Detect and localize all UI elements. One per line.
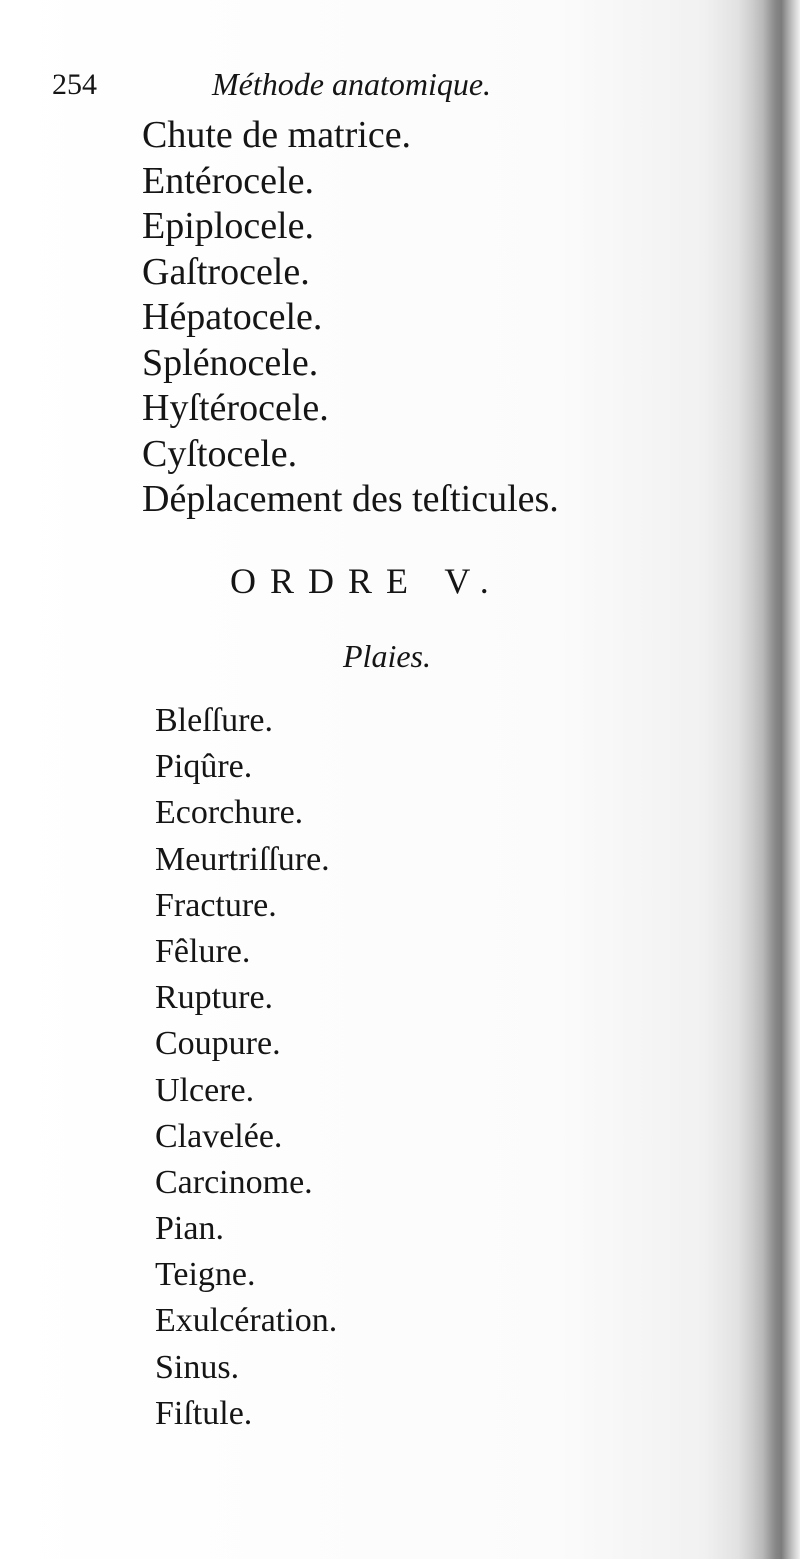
- list-item: Fracture.: [155, 886, 277, 924]
- list-item: Coupure.: [155, 1025, 281, 1063]
- list-item: Pian.: [155, 1210, 224, 1248]
- list-item: Teigne.: [155, 1256, 256, 1294]
- list-item: Splénocele.: [142, 341, 319, 384]
- list-item: Gaſtrocele.: [142, 250, 310, 293]
- list-item: Clavelée.: [155, 1117, 283, 1155]
- hernia-list: [142, 116, 559, 526]
- list-item: Epiplocele.: [142, 205, 314, 247]
- page-number: 254: [52, 68, 97, 101]
- page-header: [52, 62, 612, 110]
- book-spine-shadow: [738, 0, 800, 1559]
- list-item: Ulcere.: [155, 1071, 255, 1109]
- list-item: Meurtriſſure.: [155, 840, 330, 878]
- running-title: Méthode anatomique.: [212, 66, 492, 102]
- wounds-list: [155, 704, 337, 1443]
- list-item: Exulcération.: [155, 1302, 338, 1340]
- order-heading: ORDRE V.: [230, 561, 503, 601]
- list-item: Cyſtocele.: [142, 432, 298, 475]
- list-item: Déplacement des teſticules.: [142, 478, 559, 520]
- list-item: Entérocele.: [142, 159, 314, 202]
- list-item: Sinus.: [155, 1348, 240, 1386]
- list-item: Bleſſure.: [155, 702, 274, 739]
- list-item: Fiſtule.: [155, 1394, 253, 1432]
- list-item: Chute de matrice.: [142, 114, 412, 156]
- list-item: Fêlure.: [155, 932, 251, 970]
- list-item: Carcinome.: [155, 1163, 313, 1201]
- list-item: Hyſtérocele.: [142, 387, 329, 429]
- list-item: Ecorchure.: [155, 794, 304, 832]
- list-item: Hépatocele.: [142, 296, 323, 338]
- list-item: Rupture.: [155, 979, 274, 1017]
- list-item: Piqûre.: [155, 748, 253, 786]
- section-heading: Plaies.: [343, 638, 431, 674]
